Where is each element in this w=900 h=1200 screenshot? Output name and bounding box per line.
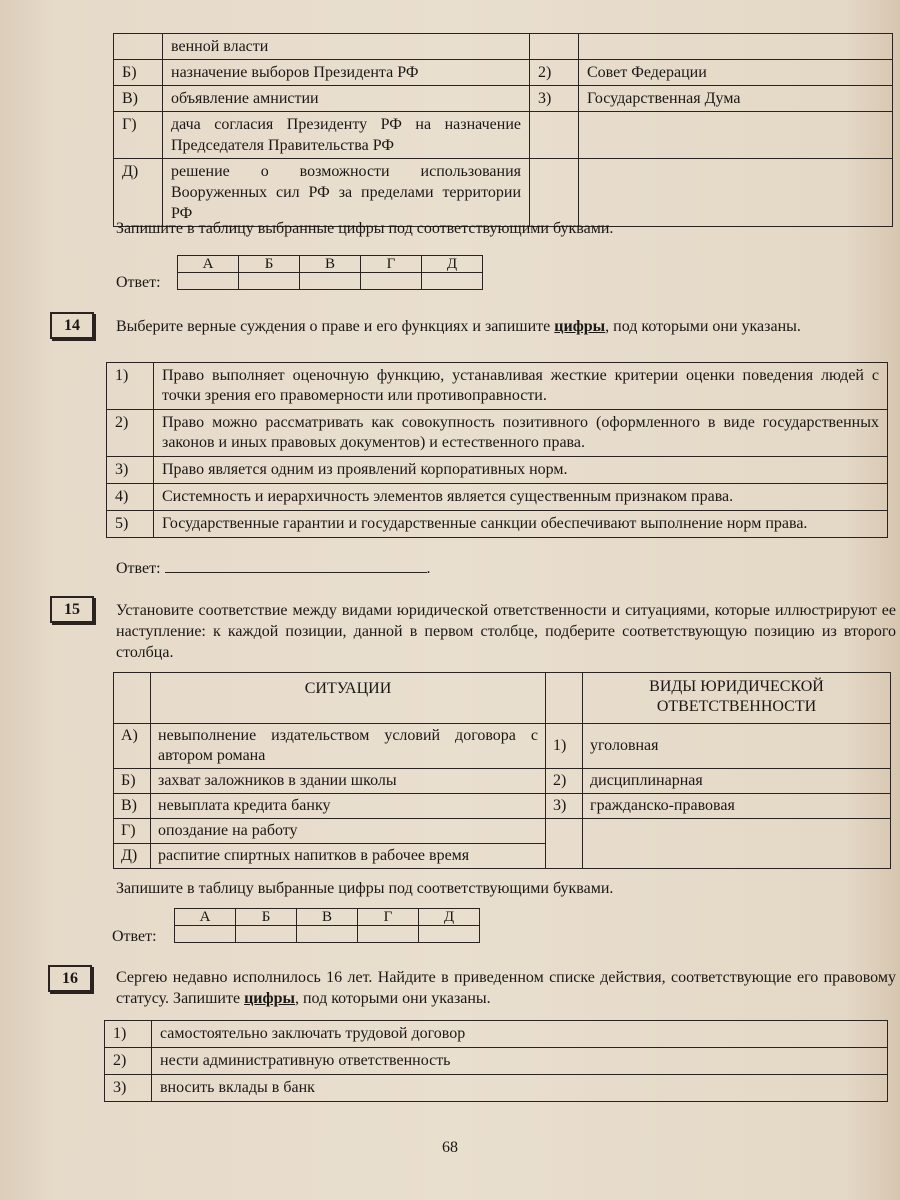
situation-text: захват заложников в здании школы [151,769,546,794]
type-text: гражданско-правовая [583,794,891,819]
type-num-empty [546,819,583,844]
situation-text: опоздание на работу [151,819,546,844]
table-row [107,484,888,511]
q13-row-text: дача согласия Президенту РФ на назначение Председателя Правительства РФ [163,112,530,159]
q14-item-num: 3) [107,457,154,484]
type-text: дисциплинарная [583,769,891,794]
table-row [114,844,891,869]
situation-text: невыплата кредита банку [151,794,546,819]
answer-letter: Д [419,909,480,926]
table-row [107,457,888,484]
q13-row-text: решение о возможности использования Вооруженных сил РФ за пределами территории РФ [163,159,530,227]
answer-cell-b[interactable] [236,926,297,943]
q14-item-num: 5) [107,511,154,538]
table-row [105,1048,888,1075]
q13-answer-grid [177,255,483,290]
answer-letter: Б [236,909,297,926]
q16-item-text: вносить вклады в банк [152,1075,888,1102]
answer-letter: А [175,909,236,926]
table-row [114,60,893,86]
situation-label: А) [114,724,151,769]
type-text-empty [583,844,891,869]
answer-cell-a[interactable] [178,273,239,290]
q14-item-num: 2) [107,410,154,457]
q13-row-text: объявление амнистии [163,86,530,112]
table-row [114,34,893,60]
situation-label: Б) [114,769,151,794]
q13-option-text: Совет Федерации [579,60,893,86]
q14-item-text: Системность и иерархичность элементов является существенным признаком права. [154,484,888,511]
table-row [114,86,893,112]
header-spacer [114,673,151,724]
q14-item-num: 4) [107,484,154,511]
q14-answer-label: Ответ: [116,560,161,577]
q13-option-num: 2) [530,60,579,86]
q14-item-text: Право является одним из проявлений корпоративных норм. [154,457,888,484]
q15-answer-label: Ответ: [112,928,157,945]
type-text: уголовная [583,724,891,769]
answer-cell-a[interactable] [175,926,236,943]
q14-item-text: Государственные гарантии и государственные санкции обеспечивают выполнение норм права. [154,511,888,538]
table-row [107,410,888,457]
q14-item-num: 1) [107,363,154,410]
answer-letter: А [178,256,239,273]
q13-option-num [530,159,579,227]
q16-item-text: нести административную ответственность [152,1048,888,1075]
answer-letter: Д [422,256,483,273]
type-num-empty [546,844,583,869]
answer-cell-d[interactable] [419,926,480,943]
situation-text: невыполнение издательством условий договора с автором романа [151,724,546,769]
q13-row-text: назначение выборов Президента РФ [163,60,530,86]
q14-question-before: Выберите верные суждения о праве и его функциях и запишите [116,318,555,335]
q14-answer-field[interactable] [165,558,427,573]
q13-row-label: Б) [114,60,163,86]
q13-row-label: Г) [114,112,163,159]
q16-question-before: Сергею недавно исполнилось 16 лет. Найдите в приведенном списке действия, соответствующие его правовому статусу. Запишите [116,969,896,1007]
q14-number-box: 14 [50,312,94,339]
table-header-row [114,673,891,724]
header-spacer [546,673,583,724]
answer-cell-v[interactable] [300,273,361,290]
answer-cell-d[interactable] [422,273,483,290]
q13-option-num [530,112,579,159]
q16-item-num: 2) [105,1048,152,1075]
q13-row-label: В) [114,86,163,112]
q16-item-text: самостоятельно заключать трудовой договор [152,1021,888,1048]
q13-option-num [530,34,579,60]
q13-row-label: Д) [114,159,163,227]
q15-matching-table [113,672,891,869]
type-text-empty [583,819,891,844]
page-number: 68 [442,1139,458,1156]
table-row [107,363,888,410]
q13-option-text [579,112,893,159]
answer-letter: В [297,909,358,926]
col-header-situations: СИТУАЦИИ [151,673,546,724]
q14-question [116,316,896,337]
q13-option-num: 3) [530,86,579,112]
q14-item-text: Право можно рассматривать как совокупность позитивного (оформленного в виде государственных законов и иных правовых документов) и естественного права. [154,410,888,457]
situation-label: Г) [114,819,151,844]
answer-cell-g[interactable] [358,926,419,943]
q13-instruction: Запишите в таблицу выбранные цифры под соответствующими буквами. [116,220,614,237]
table-row [114,769,891,794]
answer-letter: Б [239,256,300,273]
q15-question: Установите соответствие между видами юридической ответственности и ситуациями, которые иллюстрируют ее наступление: к каждой позиции, данной в первом столбце, подберите соответствующую позицию из второго столбца. [116,602,896,661]
q14-statements-table [106,362,888,538]
q14-answer-line [116,558,431,578]
type-num: 1) [546,724,583,769]
table-row [105,1021,888,1048]
q16-question-bold: цифры [244,990,295,1007]
answer-cell-g[interactable] [361,273,422,290]
table-row [114,112,893,159]
table-row [107,511,888,538]
q13-table [113,33,893,227]
q14-answer-end: . [426,560,431,577]
table-row [114,724,891,769]
answer-cell-b[interactable] [239,273,300,290]
table-row [114,794,891,819]
situation-text: распитие спиртных напитков в рабочее время [151,844,546,869]
type-num: 2) [546,769,583,794]
q16-number-box: 16 [48,965,92,992]
q14-question-after: , под которыми они указаны. [605,318,801,335]
answer-letter: Г [361,256,422,273]
q13-answer-label: Ответ: [116,274,161,291]
q13-option-text [579,34,893,60]
q14-question-bold: цифры [554,318,606,335]
situation-label: Д) [114,844,151,869]
q13-row-label [114,34,163,60]
col-header-types: ВИДЫ ЮРИДИЧЕСКОЙ ОТВЕТСТВЕННОСТИ [583,673,891,724]
q16-options-table [104,1020,888,1102]
table-row [114,159,893,227]
answer-letter: Г [358,909,419,926]
type-num: 3) [546,794,583,819]
q15-answer-grid [174,908,480,943]
q15-number-box: 15 [50,596,94,623]
situation-label: В) [114,794,151,819]
answer-letter: В [300,256,361,273]
q16-question-after: , под которыми они указаны. [294,990,491,1007]
q13-row-text: венной власти [163,34,530,60]
q15-instruction: Запишите в таблицу выбранные цифры под соответствующими буквами. [116,880,614,897]
q16-question [116,967,896,1009]
q13-option-text [579,159,893,227]
q14-item-text: Право выполняет оценочную функцию, устанавливая жесткие критерии оценки поведения людей с точки зрения его правомерности или противоправности. [154,363,888,410]
table-row [105,1075,888,1102]
table-row [114,819,891,844]
q16-item-num: 3) [105,1075,152,1102]
answer-cell-v[interactable] [297,926,358,943]
q13-option-text: Государственная Дума [579,86,893,112]
q16-item-num: 1) [105,1021,152,1048]
